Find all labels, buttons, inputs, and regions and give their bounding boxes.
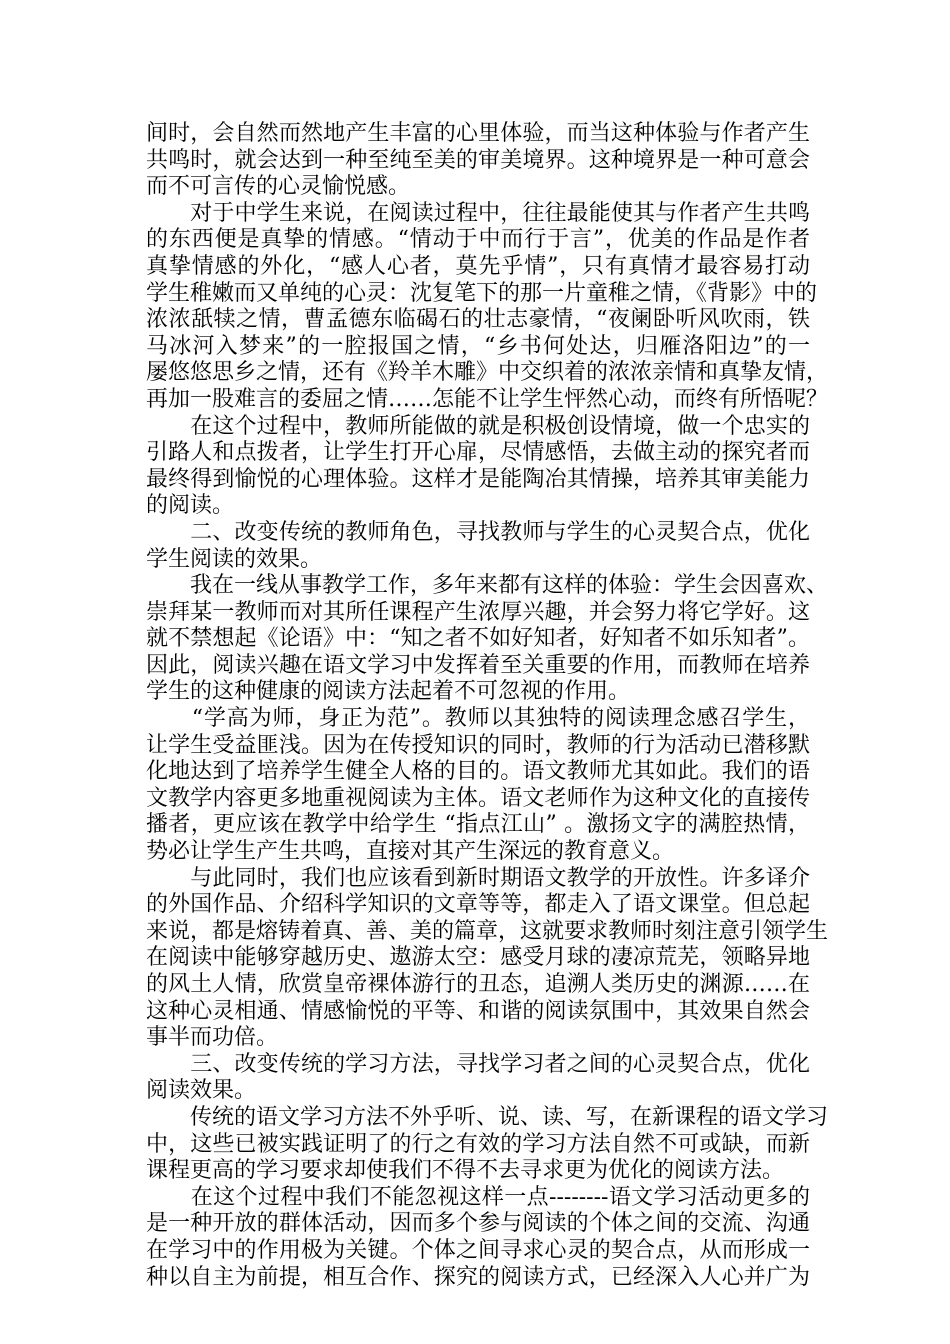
- text-line: 最终得到愉悦的心理体验。这样才是能陶冶其情操，培养其审美能力: [146, 466, 810, 492]
- text-line: 来说，都是熔铸着真、善、美的篇章，这就要求教师时刻注意引领学生: [146, 918, 829, 944]
- text-line: 二、改变传统的教师角色，寻找教师与学生的心灵契合点，优化: [146, 519, 810, 545]
- paragraph: [146, 865, 829, 1052]
- text-line: 化地达到了培养学生健全人格的目的。语文教师尤其如此。我们的语: [146, 759, 810, 785]
- text-line: 马冰河入梦来”的一腔报国之情，“乡书何处达，归雁洛阳边”的一: [146, 333, 810, 359]
- body-text: [146, 121, 829, 1291]
- text-line: 浓浓舐犊之情，曹孟德东临碣石的壮志豪情，“夜阑卧听风吹雨，铁: [146, 307, 810, 333]
- text-line: 文教学内容更多地重视阅读为主体。语文老师作为这种文化的直接传: [146, 785, 810, 811]
- text-line: 的东西便是真挚的情感。“情动于中而行于言”，优美的作品是作者: [146, 227, 810, 253]
- text-line: 而不可言传的心灵愉悦感。: [146, 174, 411, 200]
- paragraph: [146, 1104, 829, 1185]
- text-line: 这种心灵相通、情感愉悦的平等、和谐的阅读氛围中，其效果自然会: [146, 998, 810, 1024]
- text-line: 在学习中的作用极为关键。个体之间寻求心灵的契合点，从而形成一: [146, 1237, 810, 1263]
- text-line: 对于中学生来说，在阅读过程中，往往最能使其与作者产生共鸣: [146, 200, 810, 226]
- text-line: 在这个过程中，教师所能做的就是积极创设情境，做一个忠实的: [146, 413, 810, 439]
- text-line: 共鸣时，就会达到一种至纯至美的审美境界。这种境界是一种可意会: [146, 147, 810, 173]
- text-line: 中，这些已被实践证明了的行之有效的学习方法自然不可或缺，而新: [146, 1131, 810, 1157]
- paragraph: [146, 121, 810, 201]
- text-line: 就不禁想起《论语》中：“知之者不如好知者，好知者不如乐知者”。: [146, 626, 810, 652]
- text-line: 是一种开放的群体活动，因而多个参与阅读的个体之间的交流、沟通: [146, 1211, 810, 1237]
- text-line: 屡悠悠思乡之情，还有《羚羊木雕》中交织着的浓浓亲情和真挚友情，: [146, 360, 829, 386]
- paragraph: [146, 520, 810, 573]
- text-line: 的阅读。: [146, 493, 235, 519]
- text-line: 播者，更应该在教学中给学生 “指点江山” 。激扬文字的满腔热情，: [146, 812, 810, 838]
- paragraph: [146, 1185, 810, 1291]
- text-line: 事半而功倍。: [146, 1025, 279, 1051]
- paragraph: [146, 414, 810, 520]
- document-page: [146, 121, 829, 1291]
- text-line: 势必让学生产生共鸣，直接对其产生深远的教育意义。: [146, 839, 675, 865]
- text-line: 间时，会自然而然地产生丰富的心里体验，而当这种体验与作者产生: [146, 121, 810, 146]
- text-line: 让学生受益匪浅。因为在传授知识的同时，教师的行为活动已潜移默: [146, 732, 810, 758]
- paragraph: [146, 1052, 810, 1105]
- text-line: 传统的语文学习方法不外乎听、说、读、写，在新课程的语文学习: [146, 1104, 829, 1130]
- paragraph: [146, 706, 810, 866]
- text-line: 引路人和点拨者，让学生打开心扉，尽情感悟，去做主动的探究者而: [146, 440, 810, 466]
- paragraph: [146, 200, 829, 414]
- text-line: 课程更高的学习要求却使我们不得不去寻求更为优化的阅读方法。: [146, 1158, 785, 1184]
- text-line: 在这个过程中我们不能忽视这样一点--------语文学习活动更多的: [146, 1184, 810, 1210]
- text-line: 种以自主为前提，相互合作、探究的阅读方式，已经深入人心并广为: [146, 1264, 810, 1290]
- text-line: 因此，阅读兴趣在语文学习中发挥着至关重要的作用，而教师在培养: [146, 652, 810, 678]
- text-line: 崇拜某一教师而对其所任课程产生浓厚兴趣，并会努力将它学好。这: [146, 599, 810, 625]
- text-line: 在阅读中能够穿越历史、遨游太空：感受月球的凄凉荒芜，领略异地: [146, 945, 810, 971]
- text-line: 学生稚嫩而又单纯的心灵：沈复笔下的那一片童稚之情，《背影》中的: [146, 280, 818, 306]
- text-line: 再加一股难言的委屈之情……怎能不让学生怦然心动，而终有所悟呢？: [146, 386, 829, 412]
- text-line: 与此同时，我们也应该看到新时期语文教学的开放性。许多译介: [146, 865, 810, 891]
- text-line: 阅读效果。: [146, 1078, 257, 1104]
- text-line: 学生阅读的效果。: [146, 546, 323, 572]
- text-line: 的外国作品、介绍科学知识的文章等等，都走入了语文课堂。但总起: [146, 892, 810, 918]
- text-line: 真挚情感的外化，“感人心者，莫先乎情”，只有真情才最容易打动: [146, 253, 810, 279]
- text-line: 三、改变传统的学习方法，寻找学习者之间的心灵契合点，优化: [146, 1051, 810, 1077]
- text-line: “学高为师，身正为范”。教师以其独特的阅读理念感召学生，: [146, 706, 810, 732]
- text-line: 的风土人情，欣赏皇帝裸体游行的丑态，追溯人类历史的渊源……在: [146, 972, 810, 997]
- text-line: 我在一线从事教学工作，多年来都有这样的体验：学生会因喜欢、: [146, 573, 829, 599]
- paragraph: [146, 573, 829, 706]
- text-line: 学生的这种健康的阅读方法起着不可忽视的作用。: [146, 679, 631, 705]
